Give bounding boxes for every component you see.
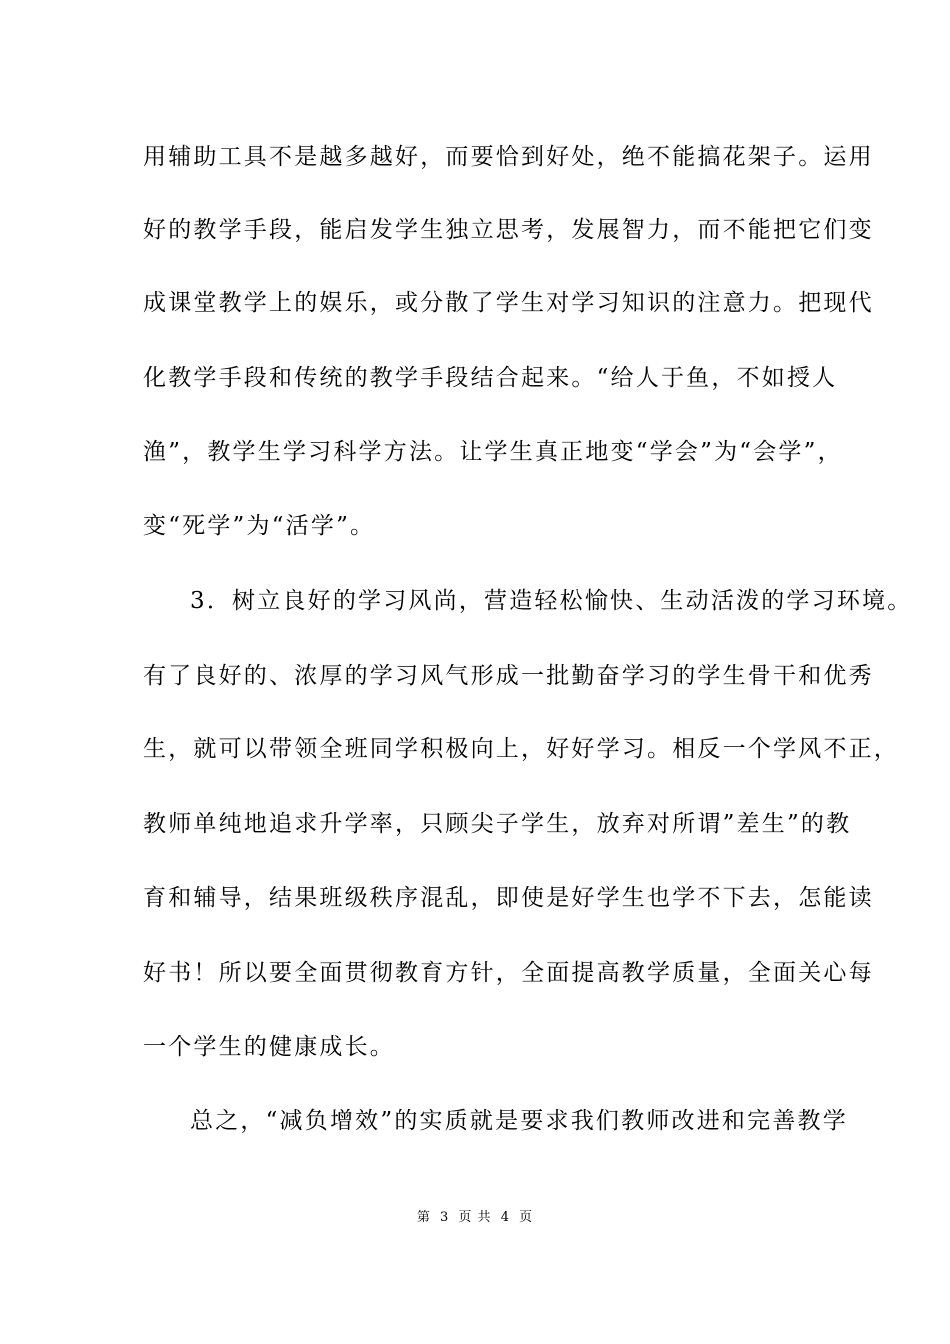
body-line-14: 总之，“减负增效”的实质就是要求我们教师改进和完善教学 [190, 1108, 848, 1134]
body-line-12: 好书！所以要全面贯彻教育方针，全面提高教学质量，全面关心每 [143, 960, 874, 986]
section-heading-3: 3．树立良好的学习风尚，营造轻松愉快、生动活泼的学习环境。 [190, 588, 913, 614]
footer-total-pages: 4 [500, 1210, 510, 1225]
body-line-1: 用辅助工具不是越多越好，而要恰到好处，绝不能搞花架子。运用 [143, 144, 874, 170]
footer-prefix: 第 [416, 1210, 431, 1225]
page-footer [0, 1209, 950, 1227]
body-line-2: 好的教学手段，能启发学生独立思考，发展智力，而不能把它们变 [143, 217, 874, 243]
body-line-3: 成课堂教学上的娱乐，或分散了学生对学习知识的注意力。把现代 [143, 290, 874, 316]
body-line-9: 生，就可以带领全班同学积极向上，好好学习。相反一个学风不正， [143, 736, 899, 762]
body-line-4: 化教学手段和传统的教学手段结合起来。“给人于鱼，不如授人 [143, 365, 838, 391]
footer-middle: 页 共 [458, 1210, 492, 1225]
body-line-11: 育和辅导，结果班级秩序混乱，即使是好学生也学不下去，怎能读 [143, 885, 874, 911]
body-line-6: 变“死学”为“活学”。 [143, 513, 376, 539]
footer-suffix: 页 [519, 1210, 534, 1225]
footer-current-page: 3 [440, 1210, 450, 1225]
body-line-13: 一个学生的健康成长。 [143, 1034, 395, 1060]
body-line-10: 教师单纯地追求升学率，只顾尖子学生，放弃对所谓”差生”的教 [143, 811, 852, 837]
body-line-5: 渔”，教学生学习科学方法。让学生真正地变“学会”为“会学”， [143, 439, 843, 465]
body-line-8: 有了良好的、浓厚的学习风气形成一批勤奋学习的学生骨干和优秀 [143, 663, 874, 689]
